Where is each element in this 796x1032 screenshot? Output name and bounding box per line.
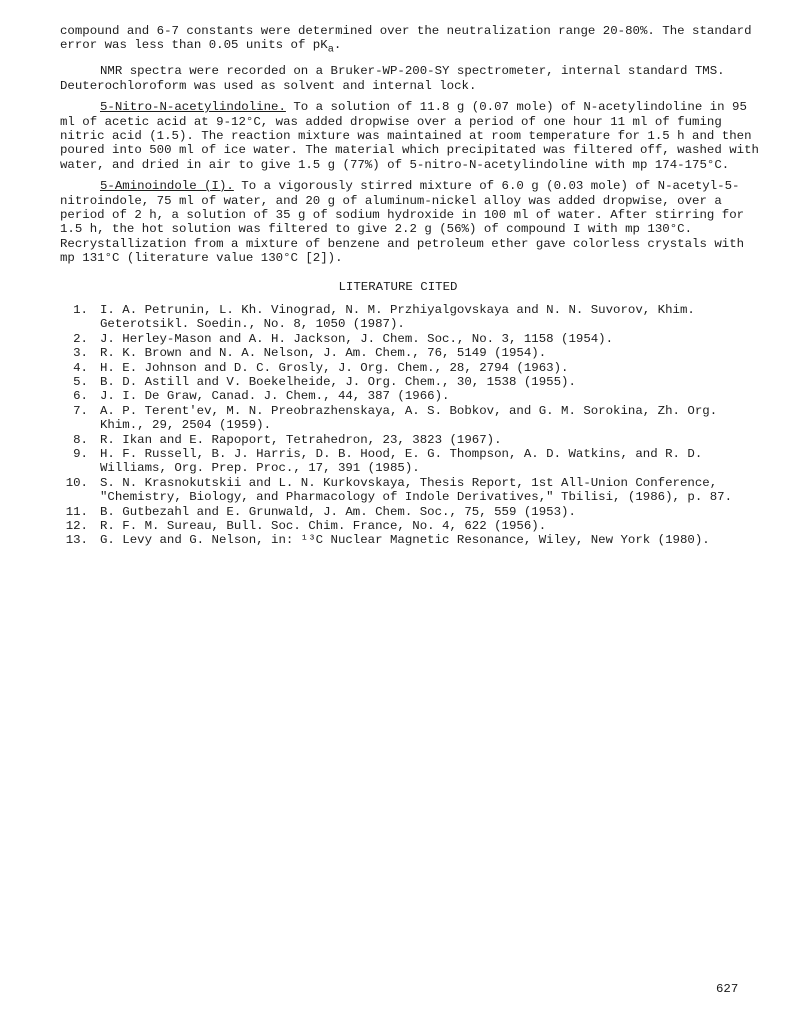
reference-text: H. F. Russell, B. J. Harris, D. B. Hood, E. G. Thompson, A. D. Watkins, and R. D. Williams, Org. Prep. Proc., 17, 391 (1985). <box>100 447 703 476</box>
reference-number: 4. <box>73 360 88 375</box>
reference-number: 5. <box>73 375 88 389</box>
reference-text: R. Ikan and E. Rapoport, Tetrahedron, 23, 3823 (1967). <box>100 432 502 447</box>
reference-item <box>60 533 760 547</box>
paragraph-nitro-acetylindoline <box>60 100 760 172</box>
reference-number: 3. <box>73 346 88 361</box>
reference-item <box>60 361 760 375</box>
reference-text: S. N. Krasnokutskii and L. N. Kurkovskaya, Thesis Report, 1st All-Union Conference, "Chemistry, Biology, and Pharmacology of Indole Derivatives," Tbilisi, (1986), p. 87. <box>100 475 733 505</box>
reference-number: 8. <box>73 432 88 447</box>
reference-text: J. Herley-Mason and A. H. Jackson, J. Chem. Soc., No. 3, 1158 (1954). <box>100 331 614 346</box>
reference-text: G. Levy and G. Nelson, in: ¹³C Nuclear Magnetic Resonance, Wiley, New York (1980). <box>100 533 710 548</box>
reference-text: H. E. Johnson and D. C. Grosly, J. Org. Chem., 28, 2794 (1963). <box>100 360 569 375</box>
reference-item <box>60 303 760 332</box>
reference-list <box>60 303 760 548</box>
reference-item <box>60 505 760 519</box>
reference-item <box>60 404 760 433</box>
literature-cited-heading: LITERATURE CITED <box>338 279 458 294</box>
reference-number: 2. <box>73 331 88 346</box>
section-text-nitro-acetylindoline: To a solution of 11.8 g (0.07 mole) of N-acetylindoline in 95 ml of acetic acid at 9-12°C, was added dropwise over a period of one hour 11 ml of fuming nitric acid (1.5). The reaction mixture was maintained at room temperature for 1.5 h and then poured into 500 ml of ice water. The material which precipitated was filtered off, washed with water, and dried in air to give 1.5 g (77%) of 5-nitro-N-acetylindoline with mp 174-175°C. <box>60 100 759 172</box>
reference-item <box>60 519 760 533</box>
reference-text: I. A. Petrunin, L. Kh. Vinograd, N. M. Przhiyalgovskaya and N. N. Suvorov, Khim. Geterotsikl. Soedin., No. 8, 1050 (1987). <box>100 302 695 332</box>
reference-number: 12. <box>65 519 88 534</box>
paragraph-pka-constants <box>60 24 760 57</box>
reference-item <box>60 346 760 360</box>
reference-number: 1. <box>73 302 88 317</box>
reference-text: B. D. Astill and V. Boekelheide, J. Org. Chem., 30, 1538 (1955). <box>100 375 576 389</box>
reference-number: 7. <box>73 403 88 418</box>
paragraph-pka-text: compound and 6-7 constants were determined over the neutralization range 20-80%. The standard error was less than 0.05 units of pK <box>60 24 752 53</box>
reference-number: 11. <box>65 504 88 519</box>
reference-item <box>60 476 760 505</box>
reference-item <box>60 447 760 476</box>
reference-text: A. P. Terent'ev, M. N. Preobrazhenskaya, A. S. Bobkov, and G. M. Sorokina, Zh. Org. Khim., 29, 2504 (1959). <box>100 403 718 433</box>
reference-text: B. Gutbezahl and E. Grunwald, J. Am. Chem. Soc., 75, 559 (1953). <box>100 504 576 519</box>
section-text-aminoindole: To a vigorously stirred mixture of 6.0 g (0.03 mole) of N-acetyl-5-nitroindole, 75 ml of water, and 20 g of aluminum-nickel alloy was added dropwise, over a period of 2 h, a solution of 35 g of sodium hydroxide in 100 ml of water. After stirring for 1.5 h, the hot solution was filtered to give 2.2 g (56%) of compound I with mp 130°C. Recrystallization from a mixture of benzene and petroleum ether gave colorless crystals with mp 131°C (literature value 130°C [2]). <box>60 179 745 266</box>
page-number: 627 <box>716 982 739 996</box>
reference-text: J. I. De Graw, Canad. J. Chem., 44, 387 (1966). <box>100 389 450 404</box>
section-title-nitro-acetylindoline: 5-Nitro-N-acetylindoline. <box>100 100 286 115</box>
paragraph-aminoindole <box>60 179 760 265</box>
page-body <box>60 24 760 548</box>
paragraph-pka-end: . <box>333 38 342 53</box>
reference-item <box>60 433 760 447</box>
reference-number: 9. <box>73 447 88 462</box>
reference-text: R. F. M. Sureau, Bull. Soc. Chim. France, No. 4, 622 (1956). <box>100 519 547 534</box>
paragraph-nmr: NMR spectra were recorded on a Bruker-WP-200-SY spectrometer, internal standard TMS. Deuterochloroform was used as solvent and internal lock. <box>60 64 725 93</box>
reference-text: R. K. Brown and N. A. Nelson, J. Am. Chem., 76, 5149 (1954). <box>100 346 547 361</box>
pka-subscript: a <box>327 43 334 56</box>
reference-number: 13. <box>65 533 88 548</box>
reference-number: 6. <box>73 389 88 404</box>
reference-number: 10. <box>65 475 88 490</box>
reference-item <box>60 332 760 346</box>
reference-item <box>60 375 760 389</box>
section-title-aminoindole: 5-Aminoindole (I). <box>100 179 234 194</box>
reference-item <box>60 389 760 403</box>
